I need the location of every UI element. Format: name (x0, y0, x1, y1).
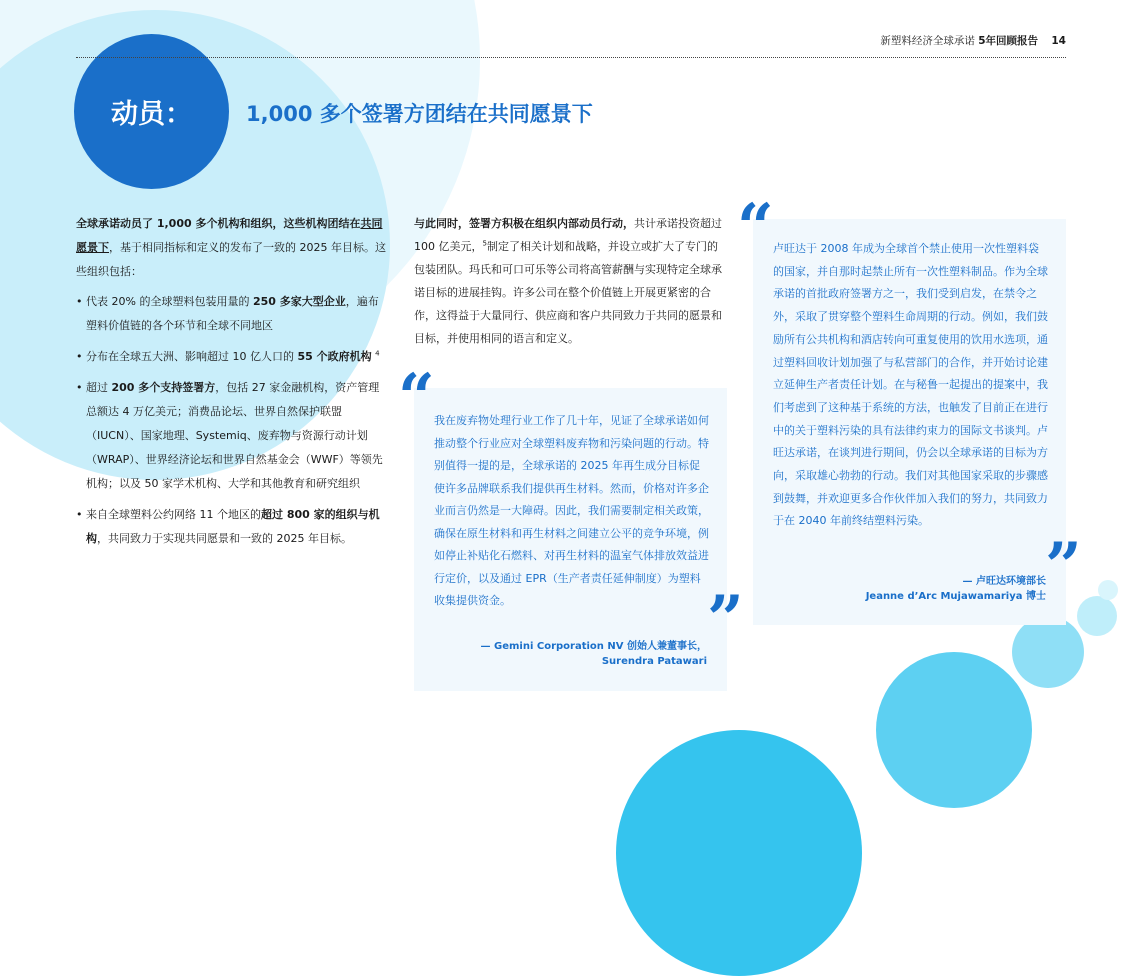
close-quote-icon: ” (1045, 529, 1082, 604)
page-number: 14 (1051, 35, 1066, 47)
open-quote-icon: “ (398, 360, 435, 435)
quote-attribution (866, 574, 1046, 604)
list-item-bold: 250 多家大型企业 (252, 295, 346, 308)
quote-box-gemini (414, 388, 727, 691)
section-tag: 动员： (111, 99, 192, 130)
decor-circle-4 (1098, 580, 1118, 600)
paragraph-text: 共计承诺投资超过 100 亿美元， (414, 217, 722, 253)
attribution-role: — Gemini Corporation NV 创始人兼董事长， (480, 641, 707, 652)
list-item (76, 290, 389, 338)
list-item-text: ，共同致力于实现共同愿景和一致的 2025 年目标。 (97, 532, 352, 545)
shared-vision-link[interactable]: 共同愿景下 (76, 217, 383, 254)
column-left (76, 212, 389, 558)
decor-circle-1 (876, 652, 1032, 808)
decor-circle-3 (1077, 596, 1117, 636)
list-item-text: ，遍布塑料价值链的各个环节和全球不同地区 (86, 295, 379, 332)
page-header (880, 33, 1066, 48)
attribution-name: Jeanne d’Arc Mujawamariya 博士 (865, 591, 1046, 602)
quote-text: 我在废弃物处理行业工作了几十年，见证了全球承诺如何推动整个行业应对全球塑料废弃物和污染问题的行动。特别值得一提的是，全球承诺的 2025 年再生成分目标促使许多品牌联系我们提供再生材料。然而，价格对许多企业而言仍然是一大障碍。因此，我们需要制定相关政策，确保在原生材料和再生材料之间建立公平的竞争环境，例如停止补贴化石燃料、对再生材料的温室气体排放效益进行定价，以及通过 EPR（生产者责任延伸制度）为塑料收集提供资金。 (434, 414, 709, 607)
list-item (76, 345, 389, 369)
list-item-bold: 超过 800 家的组织与机构 (86, 508, 380, 545)
intro-bold: 全球承诺动员了 1,000 多个机构和组织，这些机构团结在 (76, 217, 361, 230)
paragraph-text: 制定了相关计划和战略，并设立或扩大了专门的包装团队。玛氏和可口可乐等公司将高管薪酬与实现特定全球承诺目标的进展挂钩。许多公司在整个价值链上开展更紧密的合作，这得益于大量同行、供应商和客户共同致力于共同的愿景和目标，并使用相同的语言和定义。 (414, 240, 722, 345)
list-item (76, 503, 389, 551)
mobilisation-paragraph (414, 212, 724, 350)
intro-paragraph (76, 212, 389, 284)
page-title: 1,000 多个签署方团结在共同愿景下 (246, 102, 593, 126)
intro-rest: ，基于相同指标和定义的发布了一致的 2025 年目标。这些组织包括： (76, 241, 386, 278)
decor-circle-2 (1012, 616, 1084, 688)
quote-box-rwanda (753, 219, 1066, 625)
signatory-list (76, 290, 389, 551)
attribution-role: — 卢旺达环境部长 (962, 576, 1046, 587)
footnote-ref[interactable]: 4 (375, 349, 380, 358)
quote-text: 卢旺达于 2008 年成为全球首个禁止使用一次性塑料袋的国家，并自那时起禁止所有一次性塑料制品。作为全球承诺的首批政府签署方之一，我们受到启发，在禁令之外，采取了贯穿整个塑料生命周期的行动。例如，我们鼓励所有公共机构和酒店转向可重复使用的饮用水选项，通过塑料回收计划加强了与私营部门的合作，并开始讨论建立延伸生产者责任计划。在与秘鲁一起提出的提案中，我们考虑到了这种基于系统的方法，也触发了目前正在进行中的关于塑料污染的具有法律约束力的国际文书谈判。卢旺达承诺，在谈判进行期间，仍会以全球承诺的目标为方向，采取雄心勃勃的行动。我们对其他国家采取的步骤感到鼓舞，并欢迎更多合作伙伴加入我们的努力，共同致力于在 2040 年前终结塑料污染。 (773, 242, 1048, 528)
list-item (76, 376, 389, 496)
attribution-name: Surendra Patawari (601, 656, 707, 667)
list-item-text: ，包括 27 家金融机构，资产管理总额达 4 万亿美元；消费品论坛、世界自然保护联盟（IUCN）、国家地理、Systemiq、废弃物与资源行动计划（WRAP）、世界经济论坛和世界自然基金会（WWF）等领先机构；以及 50 家学术机构、大学和其他教育和研究组织 (86, 381, 383, 490)
header-divider (76, 57, 1066, 58)
close-quote-icon: ” (707, 582, 744, 657)
column-middle (414, 212, 724, 350)
quote-attribution (481, 639, 707, 669)
paragraph-bold: 与此同时，签署方积极在组织内部动员行动， (414, 217, 634, 230)
decor-circle-bottom (616, 730, 862, 976)
list-item-text: 来自全球塑料公约网络 11 个地区的 (86, 508, 261, 521)
open-quote-icon: “ (737, 190, 774, 265)
list-item-text: 代表 20% 的全球塑料包装用量的 (86, 295, 253, 308)
list-item-text: 超过 (86, 381, 112, 394)
list-item-text: 分布在全球五大洲、影响超过 10 亿人口的 (86, 350, 298, 363)
footnote-ref[interactable]: 5 (482, 239, 487, 248)
report-title: 新塑料经济全球承诺 (880, 35, 975, 47)
report-subtitle: 5年回顾报告 (978, 35, 1039, 47)
list-item-bold: 200 多个支持签署方 (111, 381, 216, 394)
list-item-bold: 55 个政府机构 (297, 350, 372, 363)
